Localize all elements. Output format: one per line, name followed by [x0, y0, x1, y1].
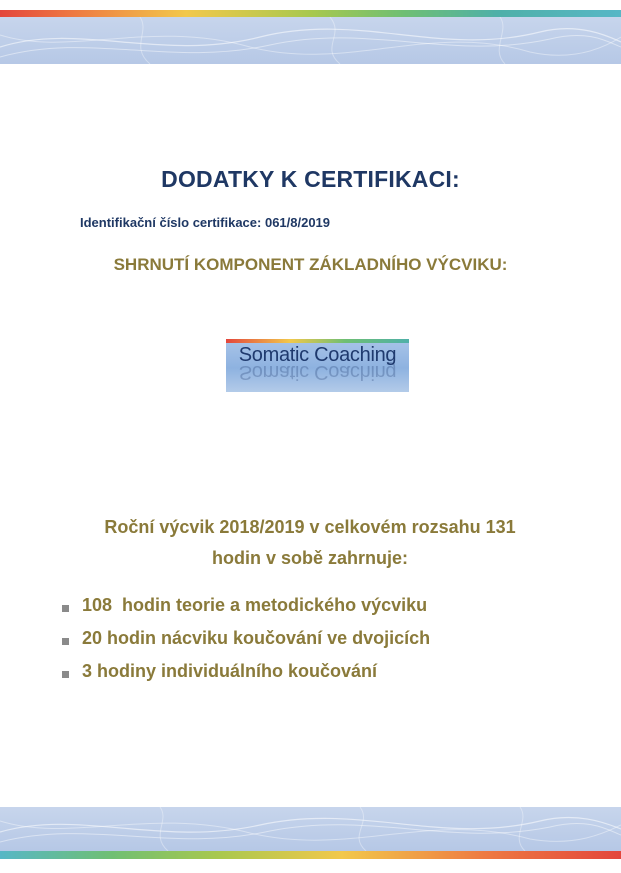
rainbow-stripe	[0, 10, 621, 17]
somatic-coaching-logo	[226, 339, 409, 392]
section-subtitle: SHRNUTÍ KOMPONENT ZÁKLADNÍHO VÝCVIKU:	[113, 255, 508, 274]
square-bullet-icon	[62, 671, 69, 678]
wave-pattern	[0, 807, 621, 851]
wave-pattern	[0, 17, 621, 64]
list-item-text: 3 hodiny individuálního koučování	[82, 661, 378, 681]
summary-line-1: Roční výcvik 2018/2019 v celkovém rozsahu 131	[104, 517, 516, 537]
components-list	[62, 589, 430, 688]
list-item	[62, 655, 430, 688]
summary-line-2: hodin v sobě zahrnuje:	[211, 548, 408, 568]
page-title: DODATKY K CERTIFIKACI:	[161, 166, 460, 192]
square-bullet-icon	[62, 638, 69, 645]
square-bullet-icon	[62, 605, 69, 612]
logo-text: Somatic Coaching	[238, 344, 397, 366]
footer-decoration	[0, 807, 621, 873]
certificate-id: Identifikační číslo certifikace: 061/8/2019	[80, 215, 331, 230]
logo-rainbow-bar	[226, 339, 409, 343]
list-item	[62, 589, 430, 622]
rainbow-stripe	[0, 851, 621, 859]
summary-text	[40, 512, 580, 574]
list-item-text: 108 hodin teorie a metodického výcviku	[82, 595, 428, 615]
header-decoration	[0, 0, 621, 64]
list-item	[62, 622, 430, 655]
list-item-text: 20 hodin nácviku koučování ve dvojicích	[82, 628, 431, 648]
logo-reflection: Somatic Coaching	[238, 361, 397, 383]
